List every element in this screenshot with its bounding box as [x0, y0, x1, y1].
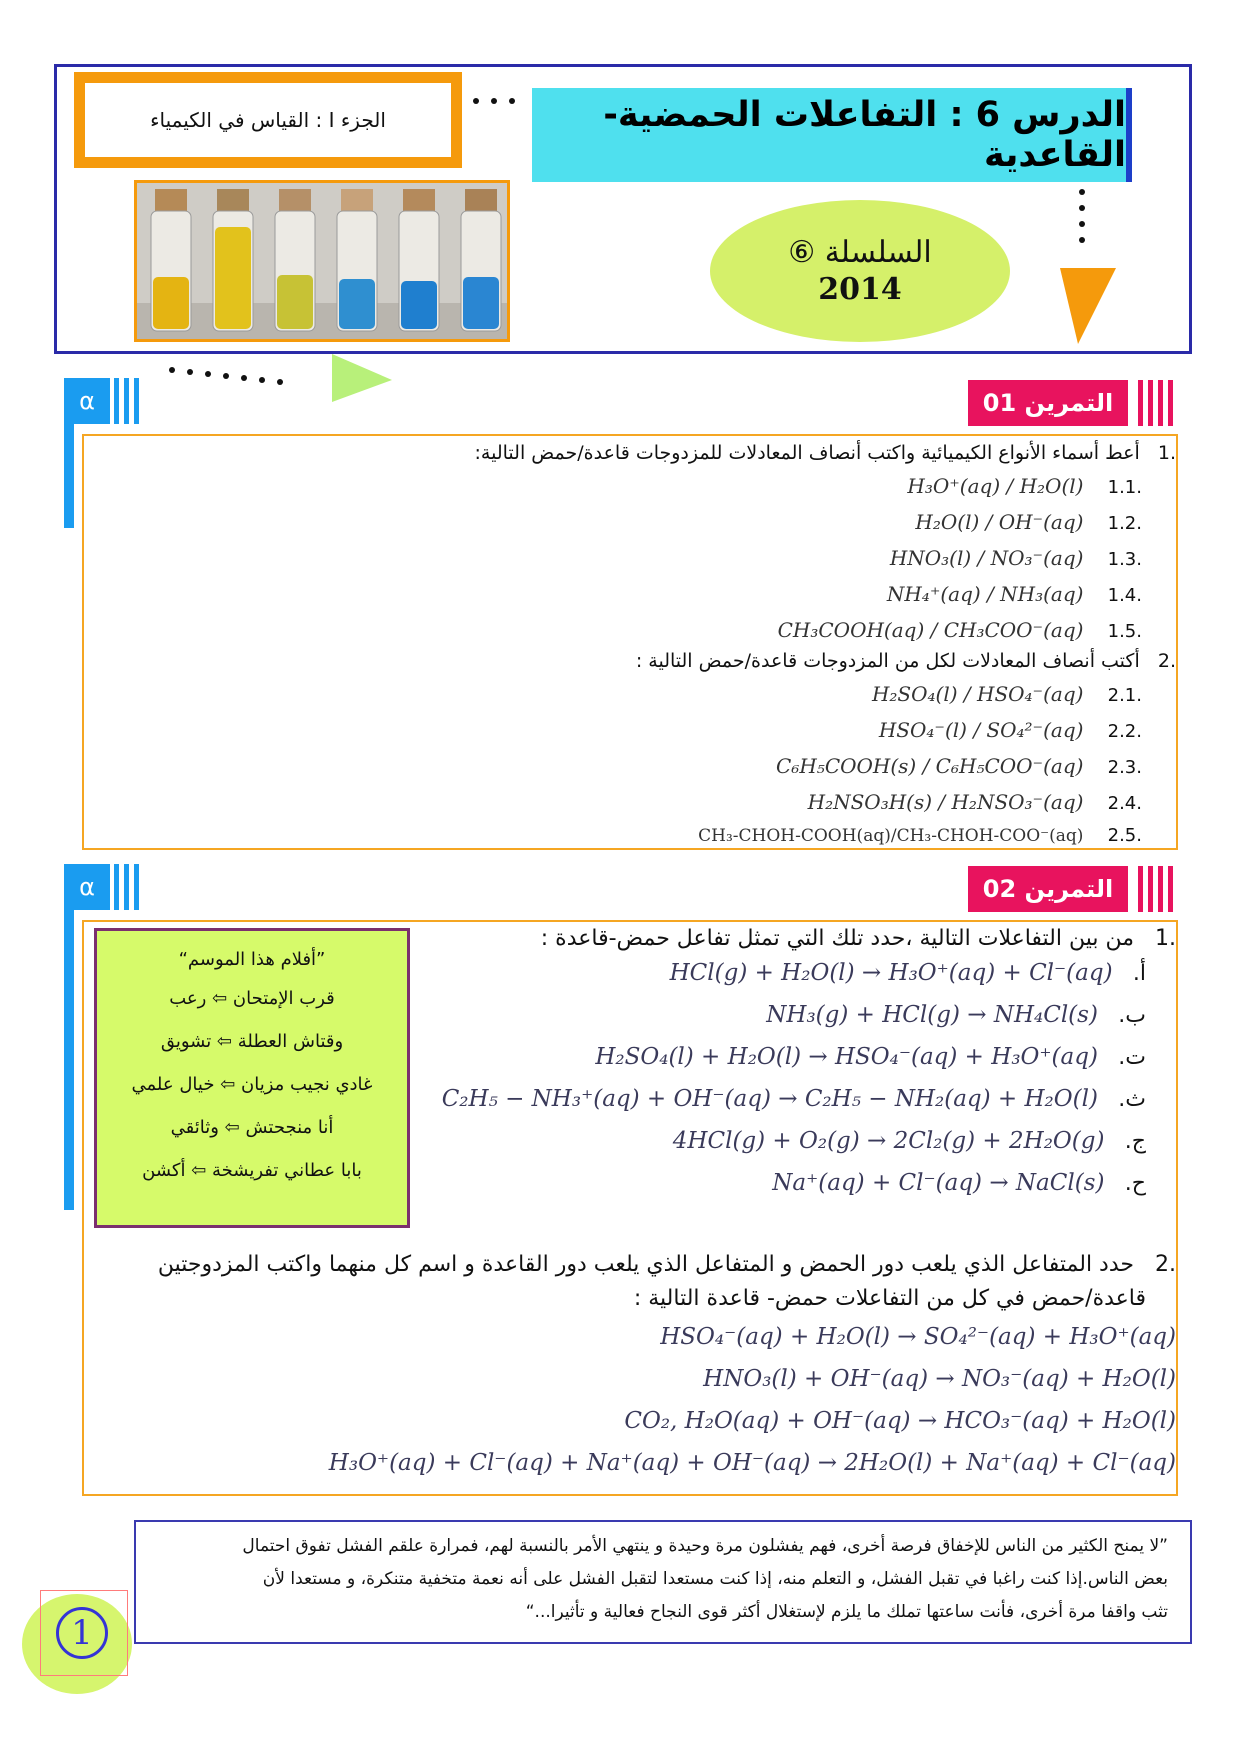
ex2-reaction-t — [595, 1044, 1146, 1070]
page-number — [56, 1607, 108, 1659]
tube-2 — [213, 189, 253, 331]
exercise2-side-bar — [64, 910, 74, 1210]
equation: Na⁺(aq) + Cl⁻(aq) → NaCl(s) — [772, 1170, 1105, 1196]
exercise1-side-bar — [64, 424, 74, 528]
item-number: .2.5 — [1107, 825, 1142, 846]
ex1-item-1-2 — [915, 510, 1142, 534]
equation: H₃O⁺(aq) / H₂O(l) — [907, 474, 1084, 498]
item-number: .1.3 — [1107, 549, 1142, 570]
equation: NH₄⁺(aq) / NH₃(aq) — [886, 582, 1084, 606]
films-box — [94, 928, 410, 1228]
series-oval — [710, 200, 1010, 342]
q-text: أعط أسماء الأنواع الكيميائية واكتب أنصاف المعادلات للمزدوجات قاعدة/حمض التالية: — [474, 442, 1140, 464]
ex1-item-2-4 — [808, 790, 1142, 814]
series-year: 2014 — [818, 272, 902, 307]
ex2-reaction-b — [766, 1002, 1146, 1028]
item-number: .1.4 — [1107, 585, 1142, 606]
equation: 4HCl(g) + O₂(g) → 2Cl₂(g) + 2H₂O(g) — [672, 1128, 1105, 1154]
item-number: ج. — [1124, 1129, 1146, 1154]
equation: HNO₃(l) / NO₃⁻(aq) — [889, 546, 1084, 570]
q-number: .2 — [1157, 650, 1176, 672]
ex2-reaction-h — [772, 1170, 1146, 1196]
exercise1-banner — [968, 380, 1128, 426]
item-number: .1.1 — [1107, 477, 1142, 498]
exercise1-banner-stripes — [1136, 380, 1176, 426]
item-number: .1.5 — [1107, 621, 1142, 642]
page-number-text: 1 — [71, 1613, 93, 1653]
films-entry: أنا منجحتش ⇦ وثائقي — [170, 1117, 334, 1138]
films-entry: قرب الإمتحان ⇦ رعب — [169, 988, 335, 1009]
ex2-q2-equation-3 — [624, 1408, 1176, 1434]
ex1-item-2-1 — [872, 682, 1142, 706]
equation: H₂O(l) / OH⁻(aq) — [915, 510, 1084, 534]
films-entry: وقتاش العطلة ⇦ تشويق — [160, 1031, 344, 1052]
quote-line: بعض الناس.إذا كنت راغبا في تقبل الفشل، و التعلم منه، إذا كنت مستعدا لتقبل الفشل على أنه نعمة متخفية متنكرة، و مستعدا لأن — [262, 1569, 1168, 1589]
item-number: ب. — [1118, 1003, 1146, 1028]
equation: HNO₃(l) + OH⁻(aq) → NO₃⁻(aq) + H₂O(l) — [703, 1366, 1176, 1392]
dotted-arrow-right — [166, 352, 396, 402]
item-number: .2.3 — [1107, 757, 1142, 778]
part-label-box — [74, 72, 462, 168]
exercise2-banner — [968, 866, 1128, 912]
test-tubes-illustration — [137, 183, 507, 339]
exercise2-alpha-stripes — [112, 864, 152, 910]
films-entry: بابا عطاني تفريشخة ⇦ أكشن — [142, 1160, 362, 1181]
exercise1-q2 — [636, 650, 1176, 672]
q-number: .1 — [1155, 926, 1176, 951]
q-number: .2 — [1155, 1252, 1176, 1277]
exercise2-q2-line1 — [158, 1252, 1176, 1277]
dotted-arrow-down — [1060, 186, 1130, 346]
quote-line: ”لا يمنح الكثير من الناس للإخفاق فرصة أخرى، فهم يفشلون مرة وحيدة و ينتهي الأمر بالنسبة لهم، فمرارة علقم الفشل تفوق احتمال — [242, 1536, 1168, 1556]
part-label: الجزء I : القياس في الكيمياء — [150, 108, 386, 132]
exercise1-alpha-stripes — [112, 378, 152, 424]
ex1-item-1-4 — [887, 582, 1142, 606]
ex1-item-2-3 — [776, 754, 1142, 778]
alpha-symbol: α — [79, 387, 95, 415]
quote-box — [134, 1520, 1192, 1644]
item-number: أ. — [1132, 961, 1146, 986]
exercise2-banner-stripes — [1136, 866, 1176, 912]
item-number: ح. — [1124, 1171, 1146, 1196]
lesson-title-box — [532, 88, 1132, 182]
dotted-connector — [470, 94, 530, 108]
equation: H₃O⁺(aq) + Cl⁻(aq) + Na⁺(aq) + OH⁻(aq) → 2H₂O(l) + Na⁺(aq) + Cl⁻(aq) — [328, 1450, 1176, 1476]
equation: C₆H₅COOH(s) / C₆H₅COO⁻(aq) — [776, 754, 1084, 778]
exercise2-alpha-tab — [64, 864, 110, 910]
item-number: .1.2 — [1107, 513, 1142, 534]
item-number: ت. — [1118, 1045, 1146, 1070]
exercise2-label: التمرين 02 — [982, 875, 1114, 903]
equation: HSO₄⁻(l) / SO₄²⁻(aq) — [878, 718, 1084, 742]
ex2-q2-equation-4 — [329, 1450, 1176, 1476]
ex2-reaction-a — [670, 960, 1146, 986]
equation: NH₃(g) + HCl(g) → NH₄Cl(s) — [766, 1002, 1098, 1028]
equation: HSO₄⁻(aq) + H₂O(l) → SO₄²⁻(aq) + H₃O⁺(aq) — [660, 1324, 1176, 1350]
ex1-item-1-5 — [778, 618, 1142, 642]
equation: CO₂, H₂O(aq) + OH⁻(aq) → HCO₃⁻(aq) + H₂O(l) — [624, 1408, 1176, 1434]
item-number: ث. — [1118, 1087, 1146, 1112]
ex2-reaction-j — [673, 1128, 1146, 1154]
films-title: ”أفلام هذا الموسم“ — [178, 949, 326, 970]
item-number: .2.2 — [1107, 721, 1142, 742]
exercise2-q2-line2 — [634, 1286, 1146, 1311]
ex1-item-2-2 — [879, 718, 1142, 742]
exercise1-label: التمرين 01 — [982, 389, 1114, 417]
tube-3 — [275, 189, 315, 331]
ex2-q2-equation-1 — [660, 1324, 1176, 1350]
q-text: أكتب أنصاف المعادلات لكل من المزدوجات قاعدة/حمض التالية : — [635, 650, 1140, 672]
tube-5 — [399, 189, 439, 331]
tube-1 — [151, 189, 191, 331]
ex1-item-1-3 — [890, 546, 1142, 570]
q-text: قاعدة/حمض في كل من التفاعلات حمض- قاعدة التالية : — [633, 1286, 1146, 1311]
ex1-item-2-5 — [698, 824, 1142, 846]
test-tubes-photo — [134, 180, 510, 342]
q-text: حدد المتفاعل الذي يلعب دور الحمض و المتفاعل الذي يلعب دور القاعدة و اسم كل منهما واكتب المزدوجتين — [157, 1252, 1135, 1277]
exercise2-q1 — [541, 926, 1176, 951]
equation: HCl(g) + H₂O(l) → H₃O⁺(aq) + Cl⁻(aq) — [669, 960, 1113, 986]
lesson-title: الدرس 6 : التفاعلات الحمضية-القاعدية — [603, 95, 1126, 175]
equation: H₂NSO₃H(s) / H₂NSO₃⁻(aq) — [807, 790, 1084, 814]
equation: H₂SO₄(l) + H₂O(l) → HSO₄⁻(aq) + H₃O⁺(aq) — [595, 1044, 1098, 1070]
tube-6 — [461, 189, 501, 331]
equation: C₂H₅ − NH₃⁺(aq) + OH⁻(aq) → C₂H₅ − NH₂(aq) + H₂O(l) — [441, 1086, 1098, 1112]
exercise1-q1 — [475, 442, 1176, 464]
ex1-item-1-1 — [907, 474, 1142, 498]
q-text: من بين التفاعلات التالية ،حدد تلك التي تمثل تفاعل حمض-قاعدة : — [540, 926, 1135, 951]
ex2-q2-equation-2 — [703, 1366, 1176, 1392]
equation: CH₃-CHOH-COOH(aq)/CH₃-CHOH-COO⁻(aq) — [698, 826, 1084, 846]
exercise1-alpha-tab — [64, 378, 110, 424]
ex2-reaction-th — [442, 1086, 1146, 1112]
item-number: .2.4 — [1107, 793, 1142, 814]
alpha-symbol: α — [79, 873, 95, 901]
quote-line: تثب واقفا مرة أخرى، فأنت ساعتها تملك ما يلزم لإستغلال أكثر قوى النجاح فعالية و تأثيرا...“ — [525, 1602, 1168, 1622]
equation: H₂SO₄(l) / HSO₄⁻(aq) — [871, 682, 1084, 706]
equation: CH₃COOH(aq) / CH₃COO⁻(aq) — [777, 618, 1084, 642]
tube-4 — [337, 189, 377, 331]
q-number: .1 — [1157, 442, 1176, 464]
films-entry: غادي نجيب مزيان ⇦ خيال علمي — [131, 1074, 373, 1095]
series-label: السلسلة ⑥ — [788, 235, 932, 270]
item-number: .2.1 — [1107, 685, 1142, 706]
